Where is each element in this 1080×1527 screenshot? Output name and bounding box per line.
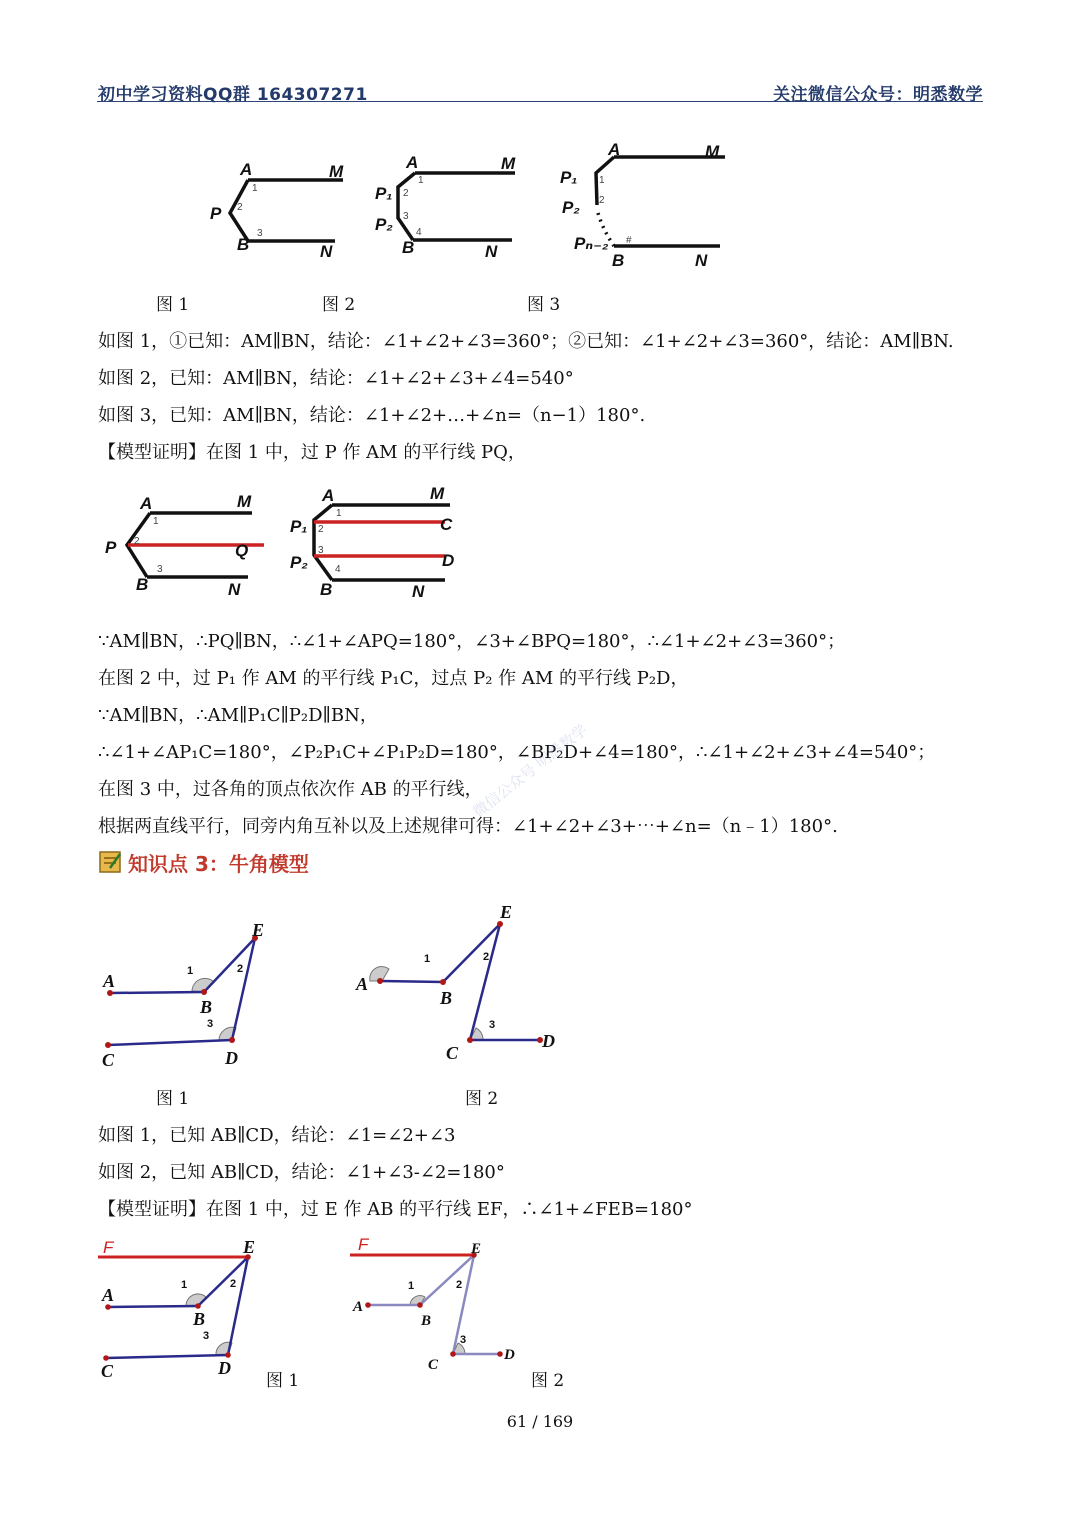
header-right: 关注微信公众号：明悉数学: [773, 85, 983, 105]
svg-text:3: 3: [157, 564, 163, 575]
svg-text:A: A: [102, 1285, 115, 1305]
text-line: 如图 1，已知 AB∥CD，结论：∠1=∠2+∠3: [98, 1125, 456, 1146]
svg-text:1: 1: [187, 965, 194, 977]
text-line: 如图 2，已知：AM∥BN，结论：∠1+∠2+∠3+∠4=540°: [98, 368, 574, 389]
svg-text:C: C: [446, 1043, 459, 1063]
text-line: ∵AM∥BN，∴AM∥P₁C∥P₂D∥BN，: [98, 705, 378, 726]
svg-text:3: 3: [318, 545, 324, 556]
svg-text:B: B: [200, 997, 213, 1017]
svg-text:B: B: [421, 1313, 432, 1329]
caption-mid-2: 图 2: [465, 1089, 499, 1109]
text-line: 【模型证明】在图 1 中，过 P 作 AM 的平行线 PQ，: [98, 442, 526, 463]
svg-text:E: E: [500, 902, 513, 922]
caption-top-3: 图 3: [527, 295, 561, 315]
caption-top-1: 图 1: [156, 295, 190, 315]
label-N: N: [320, 242, 333, 261]
svg-text:3: 3: [489, 1019, 496, 1031]
svg-text:2: 2: [134, 536, 140, 547]
svg-text:A: A: [322, 486, 335, 505]
caption-bot-2: 图 2: [531, 1371, 565, 1391]
svg-text:4: 4: [416, 227, 422, 238]
svg-text:N: N: [695, 251, 708, 270]
svg-text:3: 3: [257, 228, 263, 239]
svg-text:#: #: [626, 235, 632, 246]
label-M: M: [329, 162, 344, 181]
svg-text:B: B: [440, 988, 453, 1008]
svg-text:A: A: [356, 974, 369, 994]
svg-text:M: M: [501, 154, 516, 173]
svg-text:E: E: [243, 1237, 256, 1257]
svg-text:C: C: [102, 1050, 115, 1070]
header-divider: [97, 101, 983, 102]
figure-proof-row: [100, 480, 480, 605]
svg-text:N: N: [412, 582, 425, 601]
text-line: 如图 2，已知 AB∥CD，结论：∠1+∠3-∠2=180°: [98, 1162, 505, 1183]
svg-text:1: 1: [408, 1280, 415, 1292]
svg-text:2: 2: [456, 1279, 463, 1291]
caption-bot-1: 图 1: [266, 1371, 300, 1391]
svg-text:P₂: P₂: [562, 198, 580, 217]
text-line: 如图 1，①已知：AM∥BN，结论：∠1+∠2+∠3=360°；②已知：∠1+∠2+∠3=360°，结论：AM∥BN.: [98, 331, 954, 352]
svg-text:1: 1: [181, 1279, 188, 1291]
svg-text:2: 2: [237, 963, 244, 975]
svg-text:P: P: [105, 538, 117, 557]
svg-text:N: N: [485, 242, 498, 261]
svg-text:3: 3: [460, 1334, 467, 1346]
svg-text:1: 1: [336, 508, 342, 519]
svg-text:2: 2: [599, 195, 605, 206]
svg-text:B: B: [320, 580, 333, 599]
watermark: 微信公众号 明悉数学: [469, 720, 591, 822]
notebook-icon: [98, 850, 124, 874]
svg-text:2: 2: [230, 1278, 237, 1290]
svg-text:B: B: [193, 1309, 206, 1329]
svg-text:P₁: P₁: [290, 517, 308, 536]
svg-text:D: D: [542, 1031, 555, 1051]
header-left: 初中学习资料QQ群 164307271: [98, 85, 368, 105]
svg-text:N: N: [228, 580, 241, 599]
svg-text:4: 4: [335, 564, 341, 575]
svg-text:C: C: [440, 515, 453, 534]
svg-text:B: B: [402, 238, 415, 257]
svg-text:1: 1: [153, 516, 159, 527]
text-line: 【模型证明】在图 1 中，过 E 作 AB 的平行线 EF，∴∠1+∠FEB=180°: [98, 1199, 693, 1220]
label-A: A: [240, 160, 253, 179]
svg-text:A: A: [103, 971, 116, 991]
svg-text:C: C: [428, 1357, 439, 1373]
text-line: 根据两直线平行，同旁内角互补以及上述规律可得：∠1+∠2+∠3+⋯+∠n=（n﹣1）180°.: [98, 816, 838, 837]
figure-top-row: [100, 135, 720, 280]
svg-text:P₂: P₂: [375, 215, 393, 234]
svg-text:D: D: [442, 551, 455, 570]
text-line: 如图 3，已知：AM∥BN，结论：∠1+∠2+…+∠n=（n−1）180°.: [98, 405, 646, 426]
caption-top-2: 图 2: [322, 295, 356, 315]
svg-text:2: 2: [237, 202, 243, 213]
svg-text:Q: Q: [235, 541, 249, 560]
section-title: 知识点 3：牛角模型: [128, 852, 309, 876]
svg-text:E: E: [471, 1241, 482, 1257]
svg-text:C: C: [101, 1361, 114, 1381]
text-line: 在图 3 中，过各角的顶点依次作 AB 的平行线，: [98, 779, 483, 800]
svg-text:1: 1: [599, 175, 605, 186]
svg-text:M: M: [430, 484, 445, 503]
svg-text:P₁: P₁: [375, 184, 393, 203]
label-P: P: [210, 204, 222, 223]
svg-text:E: E: [252, 920, 265, 940]
svg-text:3: 3: [203, 1330, 210, 1342]
svg-text:3: 3: [207, 1018, 214, 1030]
svg-text:F: F: [103, 1238, 114, 1257]
svg-text:P₁: P₁: [560, 168, 578, 187]
svg-text:2: 2: [318, 524, 324, 535]
label-B: B: [237, 235, 250, 254]
figure-horn-proof-row: [98, 1235, 618, 1385]
svg-text:F: F: [358, 1235, 369, 1254]
svg-text:A: A: [406, 153, 419, 172]
svg-text:D: D: [504, 1347, 515, 1363]
text-line: ∴∠1+∠AP₁C=180°，∠P₂P₁C+∠P₁P₂D=180°，∠BP₂D+∠4=180°，∴∠1+∠2+∠3+∠4=540°；: [98, 742, 936, 763]
svg-text:B: B: [612, 251, 625, 270]
svg-text:Pₙ₋₂: Pₙ₋₂: [574, 234, 609, 253]
svg-text:2: 2: [403, 188, 409, 199]
text-line: ∵AM∥BN，∴PQ∥BN，∴∠1+∠APQ=180°，∠3+∠BPQ=180°，∴∠1+∠2+∠3=360°；: [98, 631, 846, 652]
svg-text:M: M: [705, 142, 720, 161]
svg-text:M: M: [237, 492, 252, 511]
svg-text:P₂: P₂: [290, 553, 308, 572]
svg-text:A: A: [140, 494, 153, 513]
svg-text:A: A: [353, 1299, 364, 1315]
svg-text:1: 1: [418, 175, 424, 186]
text-line: 在图 2 中，过 P₁ 作 AM 的平行线 P₁C，过点 P₂ 作 AM 的平行线 P₂D，: [98, 668, 689, 689]
svg-text:A: A: [608, 140, 621, 159]
svg-text:1: 1: [252, 183, 258, 194]
figure-horn-row: [100, 900, 580, 1075]
svg-text:3: 3: [403, 211, 409, 222]
caption-mid-1: 图 1: [156, 1089, 190, 1109]
svg-text:B: B: [136, 575, 149, 594]
page-number: 61 / 169: [506, 1412, 574, 1431]
svg-text:D: D: [218, 1358, 231, 1378]
svg-text:1: 1: [424, 953, 431, 965]
svg-text:2: 2: [483, 951, 490, 963]
svg-text:D: D: [225, 1048, 238, 1068]
